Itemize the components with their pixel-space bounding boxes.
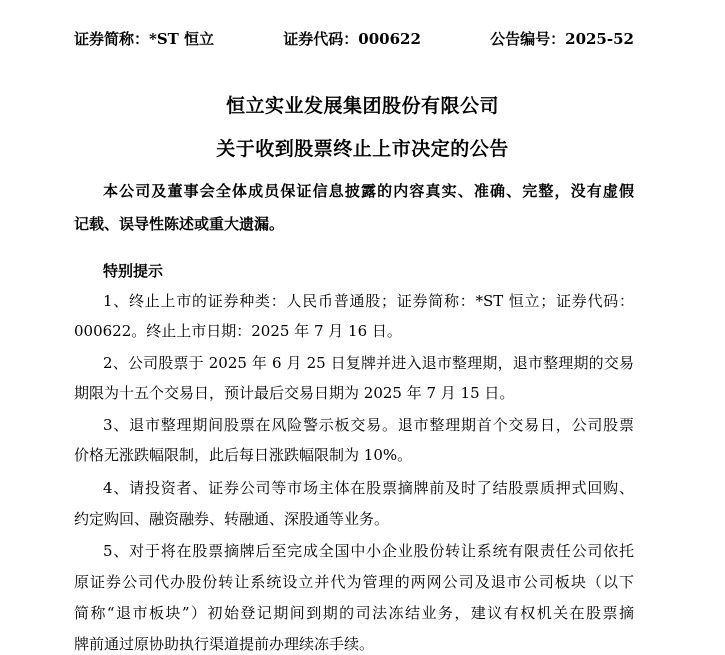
- notice-item-1-line-2: 000622。终止上市日期：2025 年 7 月 16 日。: [74, 322, 402, 340]
- statement-line-2: 记载、误导性陈述或重大遗漏。: [74, 215, 285, 233]
- notice-title: 关于收到股票终止上市决定的公告: [216, 138, 509, 160]
- notice-item-4-line-2: 约定购回、融资融券、转融通、深股通等业务。: [74, 510, 390, 528]
- notice-item-5-line-3: 简称“退市板块”）初始登记期间到期的司法冻结业务，建议有权机关在股票摘: [74, 604, 634, 622]
- notice-item-5-line-4: 牌前通过原协助执行渠道提前办理续冻手续。: [74, 635, 375, 653]
- notice-item-1-line-1: 1、终止上市的证券种类：人民币普通股；证券简称：*ST 恒立；证券代码：: [103, 292, 634, 310]
- special-notice-heading: 特别提示: [103, 262, 164, 280]
- statement-line-1: 本公司及董事会全体成员保证信息披露的内容真实、准确、完整，没有虚假: [103, 182, 634, 200]
- notice-item-5-line-1: 5、对于将在股票摘牌后至完成全国中小企业股份转让系统有限责任公司依托: [103, 542, 634, 560]
- stock-code: 证券代码：000622: [283, 30, 421, 48]
- notice-item-2-line-2: 期限为十五个交易日，预计最后交易日期为 2025 年 7 月 15 日。: [74, 384, 515, 402]
- notice-item-2-line-1: 2、公司股票于 2025 年 6 月 25 日复牌并进入退市整理期，退市整理期的交易: [103, 354, 634, 372]
- company-title: 恒立实业发展集团股份有限公司: [225, 95, 499, 117]
- notice-item-3-line-1: 3、退市整理期间股票在风险警示板交易。退市整理期首个交易日，公司股票: [103, 416, 634, 434]
- notice-number: 公告编号：2025-52: [490, 30, 634, 48]
- notice-item-4-line-1: 4、请投资者、证券公司等市场主体在股票摘牌前及时了结股票质押式回购、: [103, 479, 634, 497]
- stock-short-name: 证券简称：*ST 恒立: [74, 30, 215, 48]
- announcement-meta-row: [74, 28, 634, 49]
- notice-item-5-line-2: 原证券公司代办股份转让系统设立并代为管理的两网公司及退市公司板块（以下: [74, 573, 634, 591]
- notice-item-3-line-2: 价格无涨跌幅限制，此后每日涨跌幅限制为 10%。: [74, 446, 413, 464]
